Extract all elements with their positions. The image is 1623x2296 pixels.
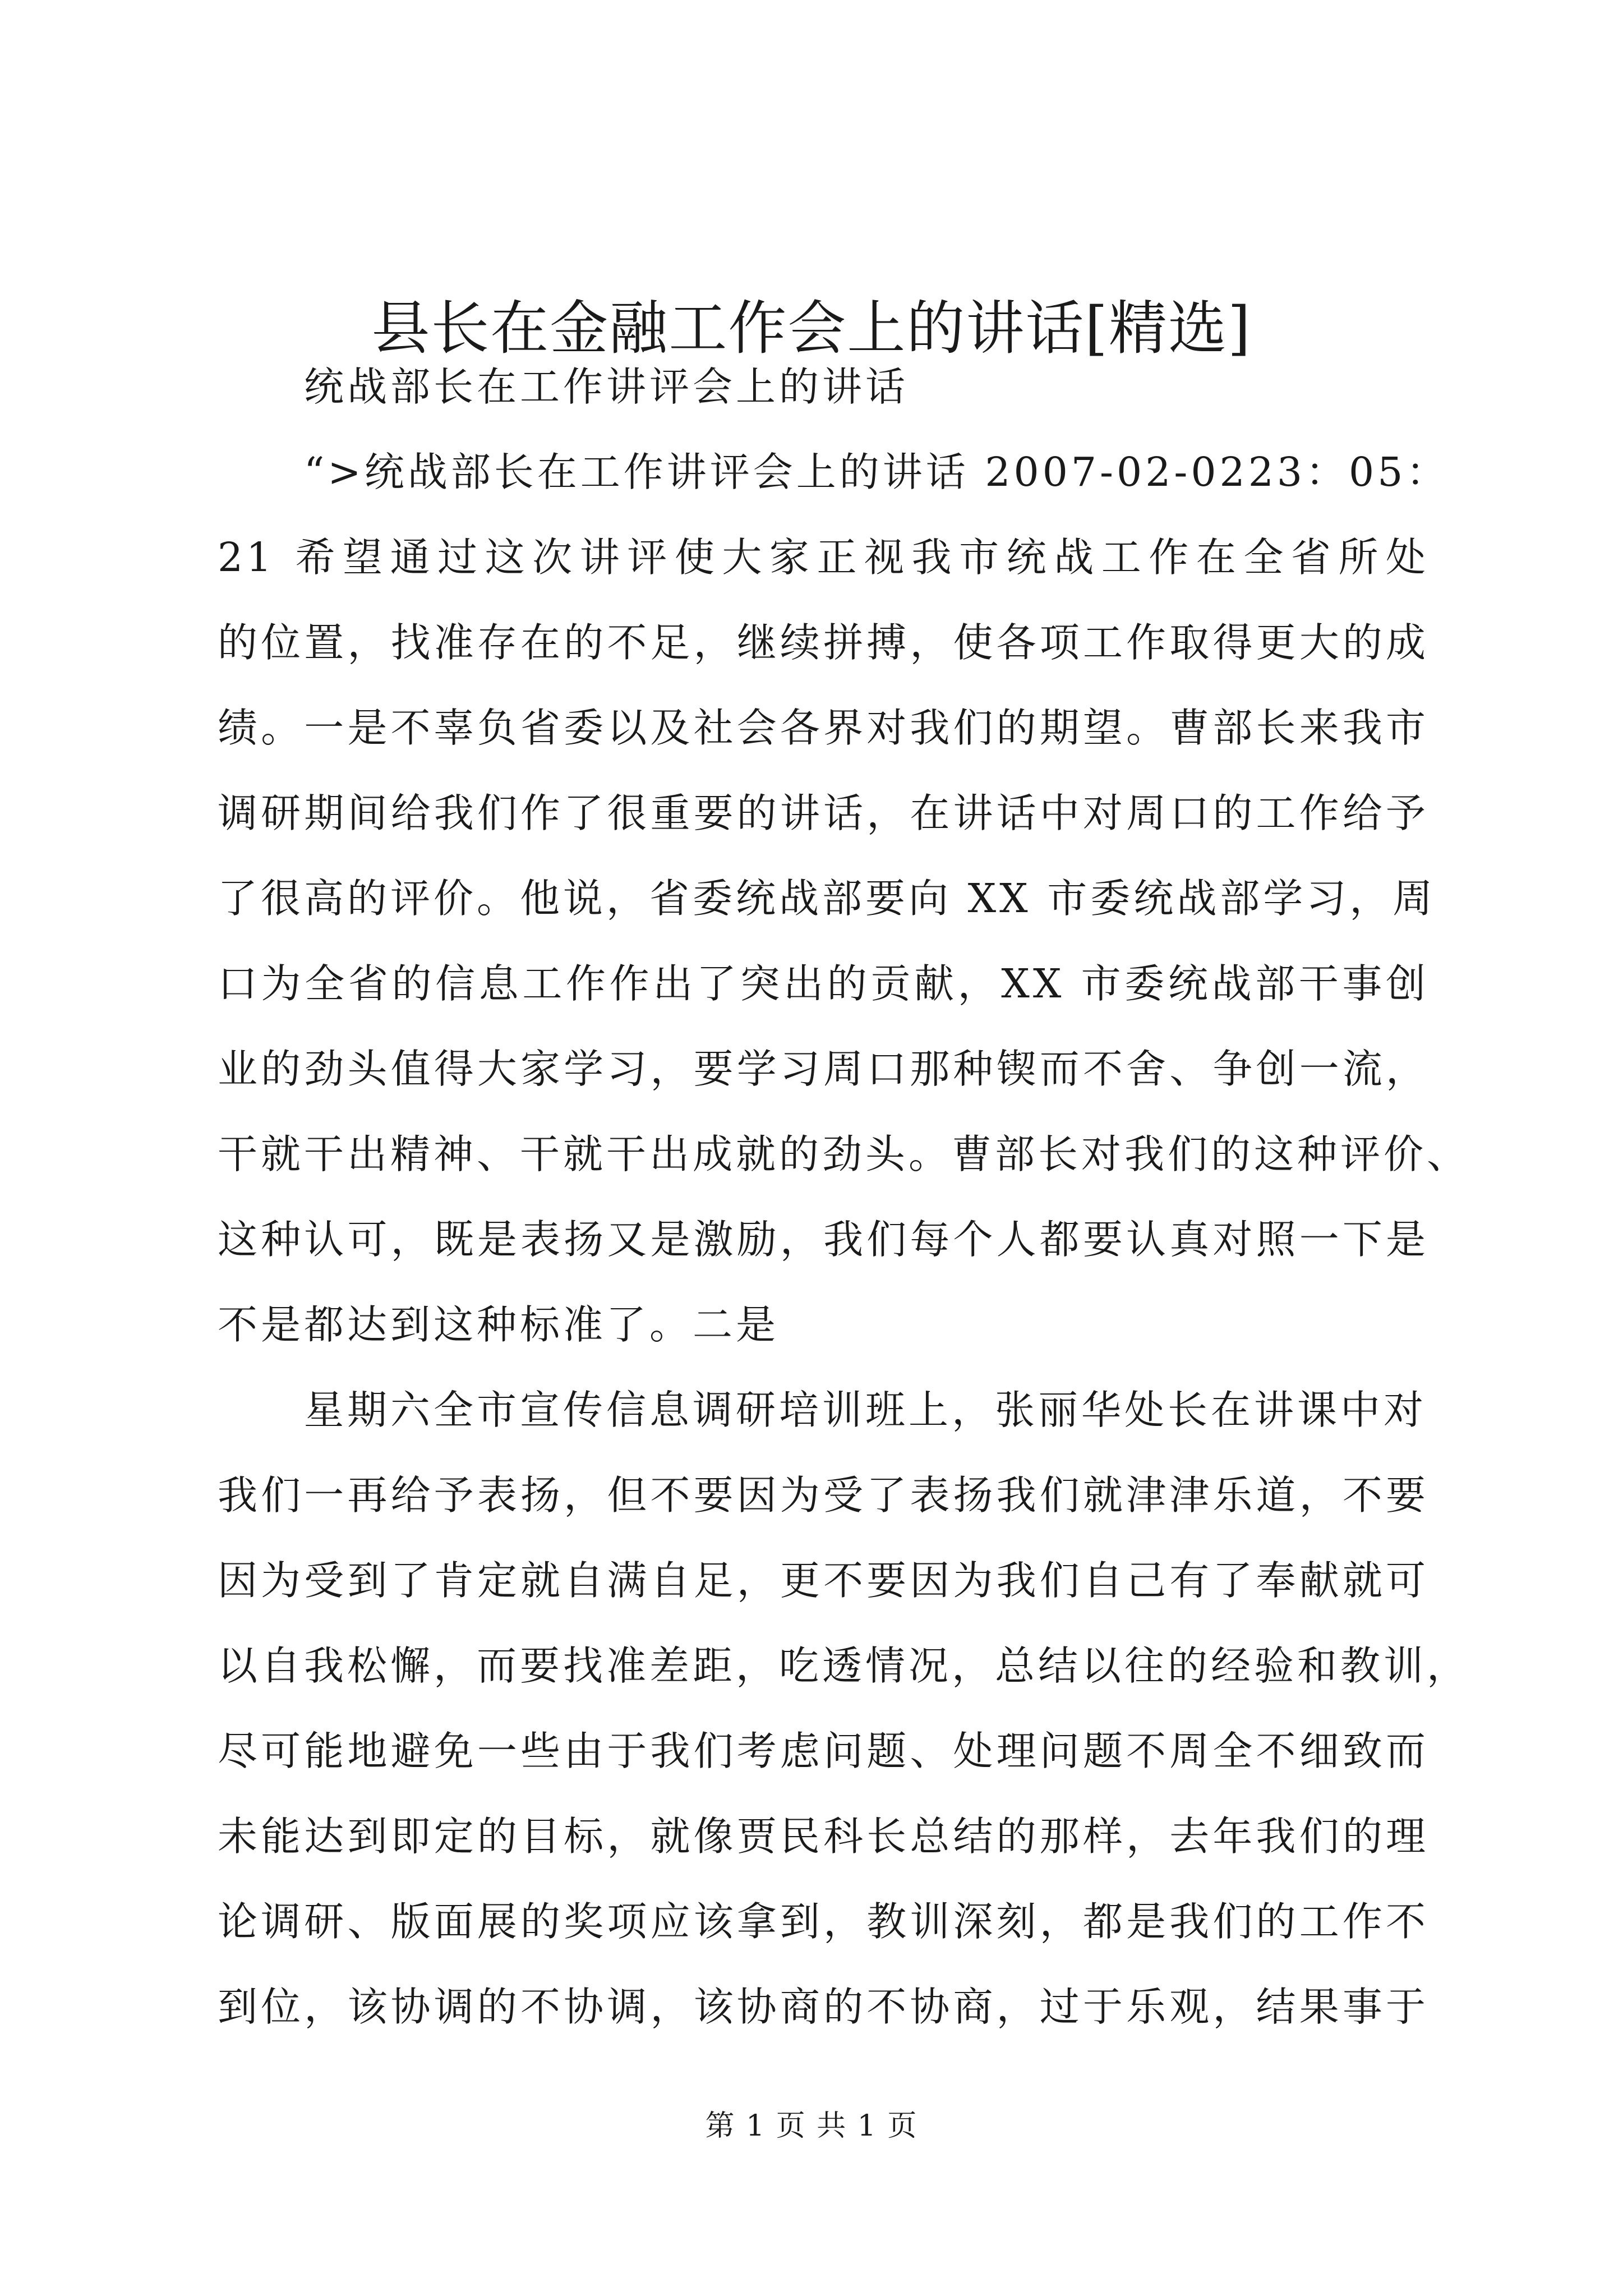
text-line: 了很高的评价。他说，省委统战部要向 XX 市委统战部学习，周	[218, 875, 1436, 922]
text-line: 我们一再给予表扬，但不要因为受了表扬我们就津津乐道，不要	[218, 1472, 1429, 1519]
text-line: 这种认可，既是表扬又是激励，我们每个人都要认真对照一下是	[218, 1216, 1429, 1263]
text-line: 21 希望通过这次讲评使大家正视我市统战工作在全省所处	[218, 534, 1429, 581]
text-line: 星期六全市宣传信息调研培训班上，张丽华处长在讲课中对	[304, 1387, 1427, 1433]
text-line: 口为全省的信息工作作出了突出的贡献，XX 市委统战部干事创	[218, 960, 1429, 1007]
text-line: “>统战部长在工作讲评会上的讲话 2007-02-0223：05：	[304, 449, 1450, 495]
page-footer: 第 1 页 共 1 页	[705, 2109, 918, 2143]
text-line: 的位置，找准存在的不足，继续拼搏，使各项工作取得更大的成	[218, 619, 1429, 666]
text-line: 绩。一是不辜负省委以及社会各界对我们的期望。曹部长来我市	[218, 705, 1429, 751]
text-line: 未能达到即定的目标，就像贾民科长总结的那样，去年我们的理	[218, 1813, 1429, 1860]
text-line: 因为受到了肯定就自满自足，更不要因为我们自己有了奉献就可	[218, 1557, 1429, 1604]
text-line: 业的劲头值得大家学习，要学习周口那种锲而不舍、争创一流，	[218, 1046, 1429, 1092]
text-line: 以自我松懈，而要找准差距，吃透情况，总结以往的经验和教训，	[218, 1642, 1470, 1689]
text-line: 统战部长在工作讲评会上的讲话	[304, 364, 909, 410]
text-line: 不是都达到这种标准了。二是	[218, 1301, 780, 1348]
document-title: 县长在金融工作会上的讲话[精选]	[371, 294, 1252, 362]
text-line: 调研期间给我们作了很重要的讲话，在讲话中对周口的工作给予	[218, 790, 1429, 836]
text-line: 到位，该协调的不协调，该协商的不协商，过于乐观，结果事于	[218, 1984, 1429, 2030]
text-line: 论调研、版面展的奖项应该拿到，教训深刻，都是我们的工作不	[218, 1898, 1429, 1945]
text-line: 尽可能地避免一些由于我们考虑问题、处理问题不周全不细致而	[218, 1728, 1429, 1774]
text-line: 干就干出精神、干就干出成就的劲头。曹部长对我们的这种评价、	[218, 1131, 1470, 1177]
